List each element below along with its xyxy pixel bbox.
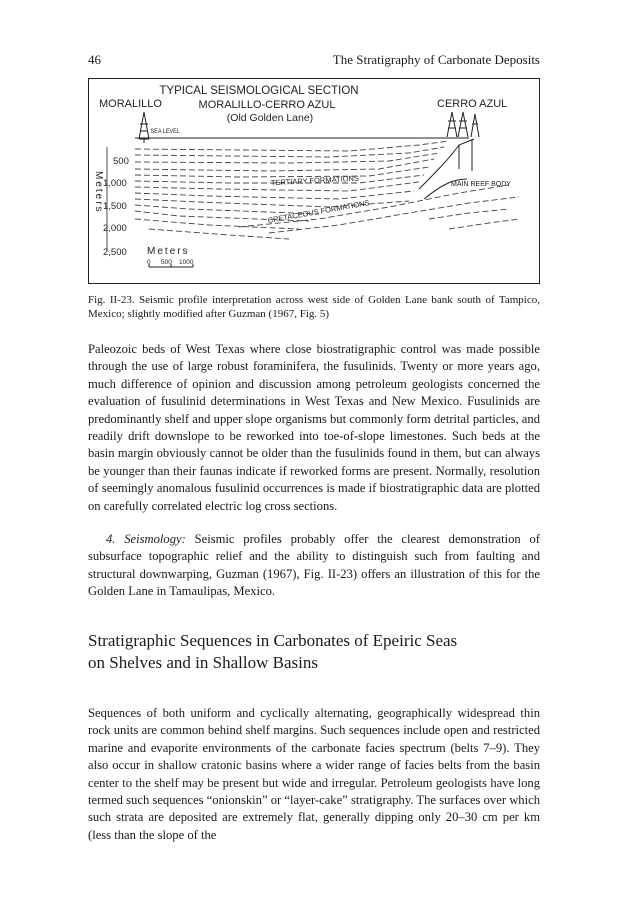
scale-tick-1000: 1000 [179,259,194,266]
running-title: The Stratigraphy of Carbonate Deposits [332,52,540,67]
figure-subtitle: (Old Golden Lane) [226,112,314,124]
depth-tick-500: 500 [113,156,129,167]
depth-tick-2000: 2,000 [103,223,127,234]
reef-body-outline [419,139,474,199]
section-heading-line-1: Stratigraphic Sequences in Carbonates of Epeiric Seas [88,631,458,650]
section-heading-line-2: on Shelves and in Shallow Basins [88,653,318,672]
tertiary-label: TERTIARY FORMATIONS [270,173,360,188]
page-number: 46 [88,52,101,67]
right-place-label: CERRO AZUL [437,98,508,110]
section-heading [88,630,540,674]
paragraph-lead: 4. Seismology: [106,532,186,546]
scale-tick-500: 500 [161,259,172,266]
body-paragraph-2 [88,531,540,601]
sea-level-label: SEA LEVEL [150,128,180,136]
cretaceous-label: CRETACEOUS FORMATIONS [267,198,371,225]
depth-tick-2500: 2,500 [103,247,127,258]
figure-subtitle-route: MORALILLO-CERRO AZUL [198,99,336,111]
scale-title: Meters [147,246,190,257]
left-place-label: MORALILLO [99,98,162,110]
body-paragraph-3: Sequences of both uniform and cyclically alternating, geographically widespread thin rock units are common behind shelf margins. Such sequences include open and restricted marine and evaporite environments of the carbonate facies spectrum (belts 7–9). They also occur in shallow cratonic basins where a wider range of facies belts from the basin center to the shelf may be present but wide and irregular. Petroleum geologists have long termed such sequences “onionskin” or “layer-cake” stratigraphy. The surfaces over which such strata are deposited are extremely flat, generally dipping only 20–30 cm per km (less than the slope of the [88,706,540,842]
figure-title: TYPICAL SEISMOLOGICAL SECTION [159,85,359,97]
seismic-section-figure [88,78,540,284]
main-reef-label: MAIN REEF BODY [451,181,511,188]
depth-tick-1500: 1,500 [103,201,127,212]
body-paragraph-1: Paleozoic beds of West Texas where close biostratigraphic control was made possible through the use of large robust foraminifera, the fusulinids. Twenty or more years ago, much difference of opinion and discussion among petroleum geologists concerned the evaluation of fusulinid determinations in West Texas and New Mexico. Fusulinids are predominantly shelf and upper slope organisms but commonly form detrital particles, and readily drift downslope to be reworked into toe-of-slope limestones. Such beds at the basin margin obviously cannot be older than the fusulinids found in them, but can always be younger than their faunas indicate if reworked forms are present. Normally, resolution of seemingly anomalous fusulinid occurrences is made if biostratigraphic data are plotted on carefully correlated electric log cross sections. [88,342,540,513]
page-header [88,52,540,70]
reflector-lines [135,141,519,239]
depth-tick-1000: 1,000 [103,178,127,189]
depth-axis-title: Meters [93,171,104,214]
scale-tick-0: 0 [147,259,151,266]
figure-caption: Fig. II-23. Seismic profile interpretation across west side of Golden Lane bank south of Tampico, Mexico; slightly modified after Guzman (1967, Fig. 5) [88,294,540,320]
right-derricks-icon [447,112,479,137]
paragraph-2-text: Seismic profiles probably offer the clearest demonstration of subsurface topographic relief and the ability to distinguish such from faulting and structural downwarping, Guzman (1967), Fig. II-23) offers an illustration of this for the Golden Lane in Tamaulipas, Mexico. [88,532,540,599]
seismic-section-drawing [89,79,541,285]
